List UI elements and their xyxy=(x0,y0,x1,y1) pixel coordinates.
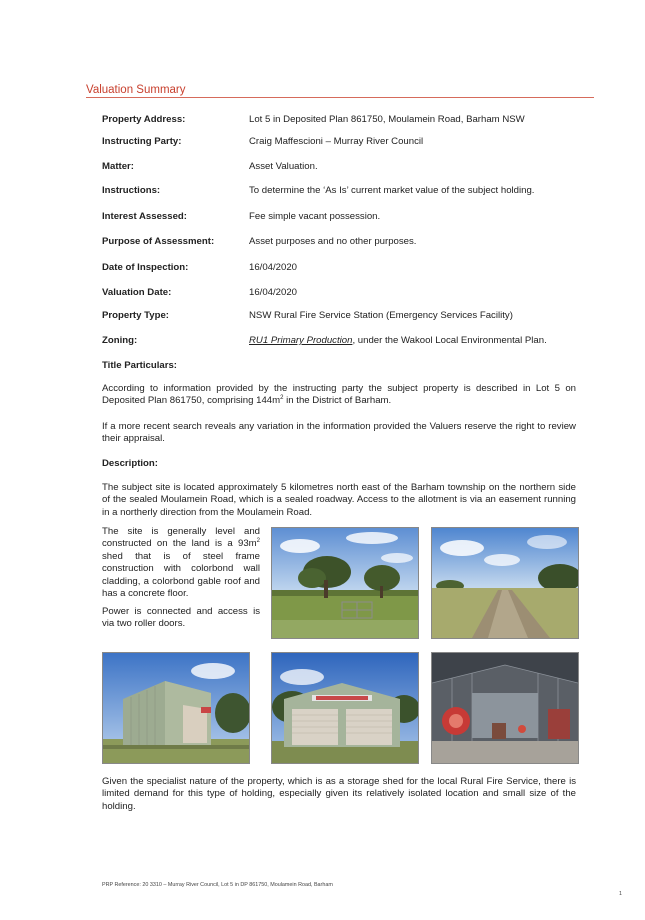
site-photo-shed-side xyxy=(102,652,250,764)
section-rule xyxy=(86,97,594,98)
field-label: Instructions: xyxy=(102,185,161,196)
field-label: Matter: xyxy=(102,161,134,172)
zoning-rest: , under the Wakool Local Environmental Plan. xyxy=(352,335,547,346)
site-photo-shed-interior xyxy=(431,652,579,764)
footer-reference: PRP Reference: 20 3310 – Murray River Council, Lot 5 in DP 861750, Moulamein Road, Barham xyxy=(102,882,333,888)
field-label: Property Type: xyxy=(102,310,169,321)
field-value: To determine the ‘As Is’ current market value of the subject holding. xyxy=(249,185,535,196)
title-particulars-paragraph: According to information provided by the instructing party the subject property is described in Lot 5 on Deposited Plan 861750, comprising $144m^2$ in the District of Barham. xyxy=(102,383,576,407)
field-value: Asset Valuation. xyxy=(249,161,318,172)
field-label: Instructing Party: xyxy=(102,136,182,147)
page-number: 1 xyxy=(619,891,622,897)
field-label: Purpose of Assessment: xyxy=(102,236,215,247)
description-side-paragraph: The site is generally level and constructed on the land is a $93m^2$ shed that is of steel frame construction with colorbond wall cladding, a colorbond gable roof and has a concrete floor. xyxy=(102,526,260,600)
description-heading: Description: xyxy=(102,458,158,469)
field-value: Asset purposes and no other purposes. xyxy=(249,236,417,247)
field-value: 16/04/2020 xyxy=(249,262,298,273)
field-value: 16/04/2020 xyxy=(249,287,298,298)
site-photo-access-track xyxy=(431,527,579,639)
description-paragraph: The subject site is located approximately 5 kilometres north east of the Barham township on the northern side of the sealed Moulamein Road, which is a sealed roadway. Access to the allotment is via an easement running in a northerly direction from the Moulamein Road. xyxy=(102,482,576,518)
site-photo-shed-front xyxy=(271,652,419,764)
description-side-paragraph-access: Power is connected and access is via two roller doors. xyxy=(102,606,260,630)
description-closing-paragraph: Given the specialist nature of the property, which is as a storage shed for the local Rural Fire Service, there is limited demand for this type of holding, especially given its relatively isolated location and small size of the holding. xyxy=(102,776,576,812)
field-value: NSW Rural Fire Service Station (Emergency Services Facility) xyxy=(249,310,513,321)
zoning-link[interactable]: RU1 Primary Production xyxy=(249,335,353,346)
field-value xyxy=(249,335,547,347)
field-label: Property Address: xyxy=(102,114,186,125)
field-label: Interest Assessed: xyxy=(102,211,187,222)
field-value: Craig Maffescioni – Murray River Council xyxy=(249,136,424,147)
section-title: Valuation Summary xyxy=(86,84,186,96)
field-value: Lot 5 in Deposited Plan 861750, Moulamein Road, Barham NSW xyxy=(249,114,525,125)
title-particulars-disclaimer: If a more recent search reveals any variation in the information provided the Valuers reserve the right to review their appraisal. xyxy=(102,421,576,445)
field-label: Date of Inspection: xyxy=(102,262,189,273)
field-value: Fee simple vacant possession. xyxy=(249,211,381,222)
site-photo-trees-gate xyxy=(271,527,419,639)
title-particulars-heading: Title Particulars: xyxy=(102,360,178,371)
field-label: Valuation Date: xyxy=(102,287,172,298)
field-label: Zoning: xyxy=(102,335,138,346)
